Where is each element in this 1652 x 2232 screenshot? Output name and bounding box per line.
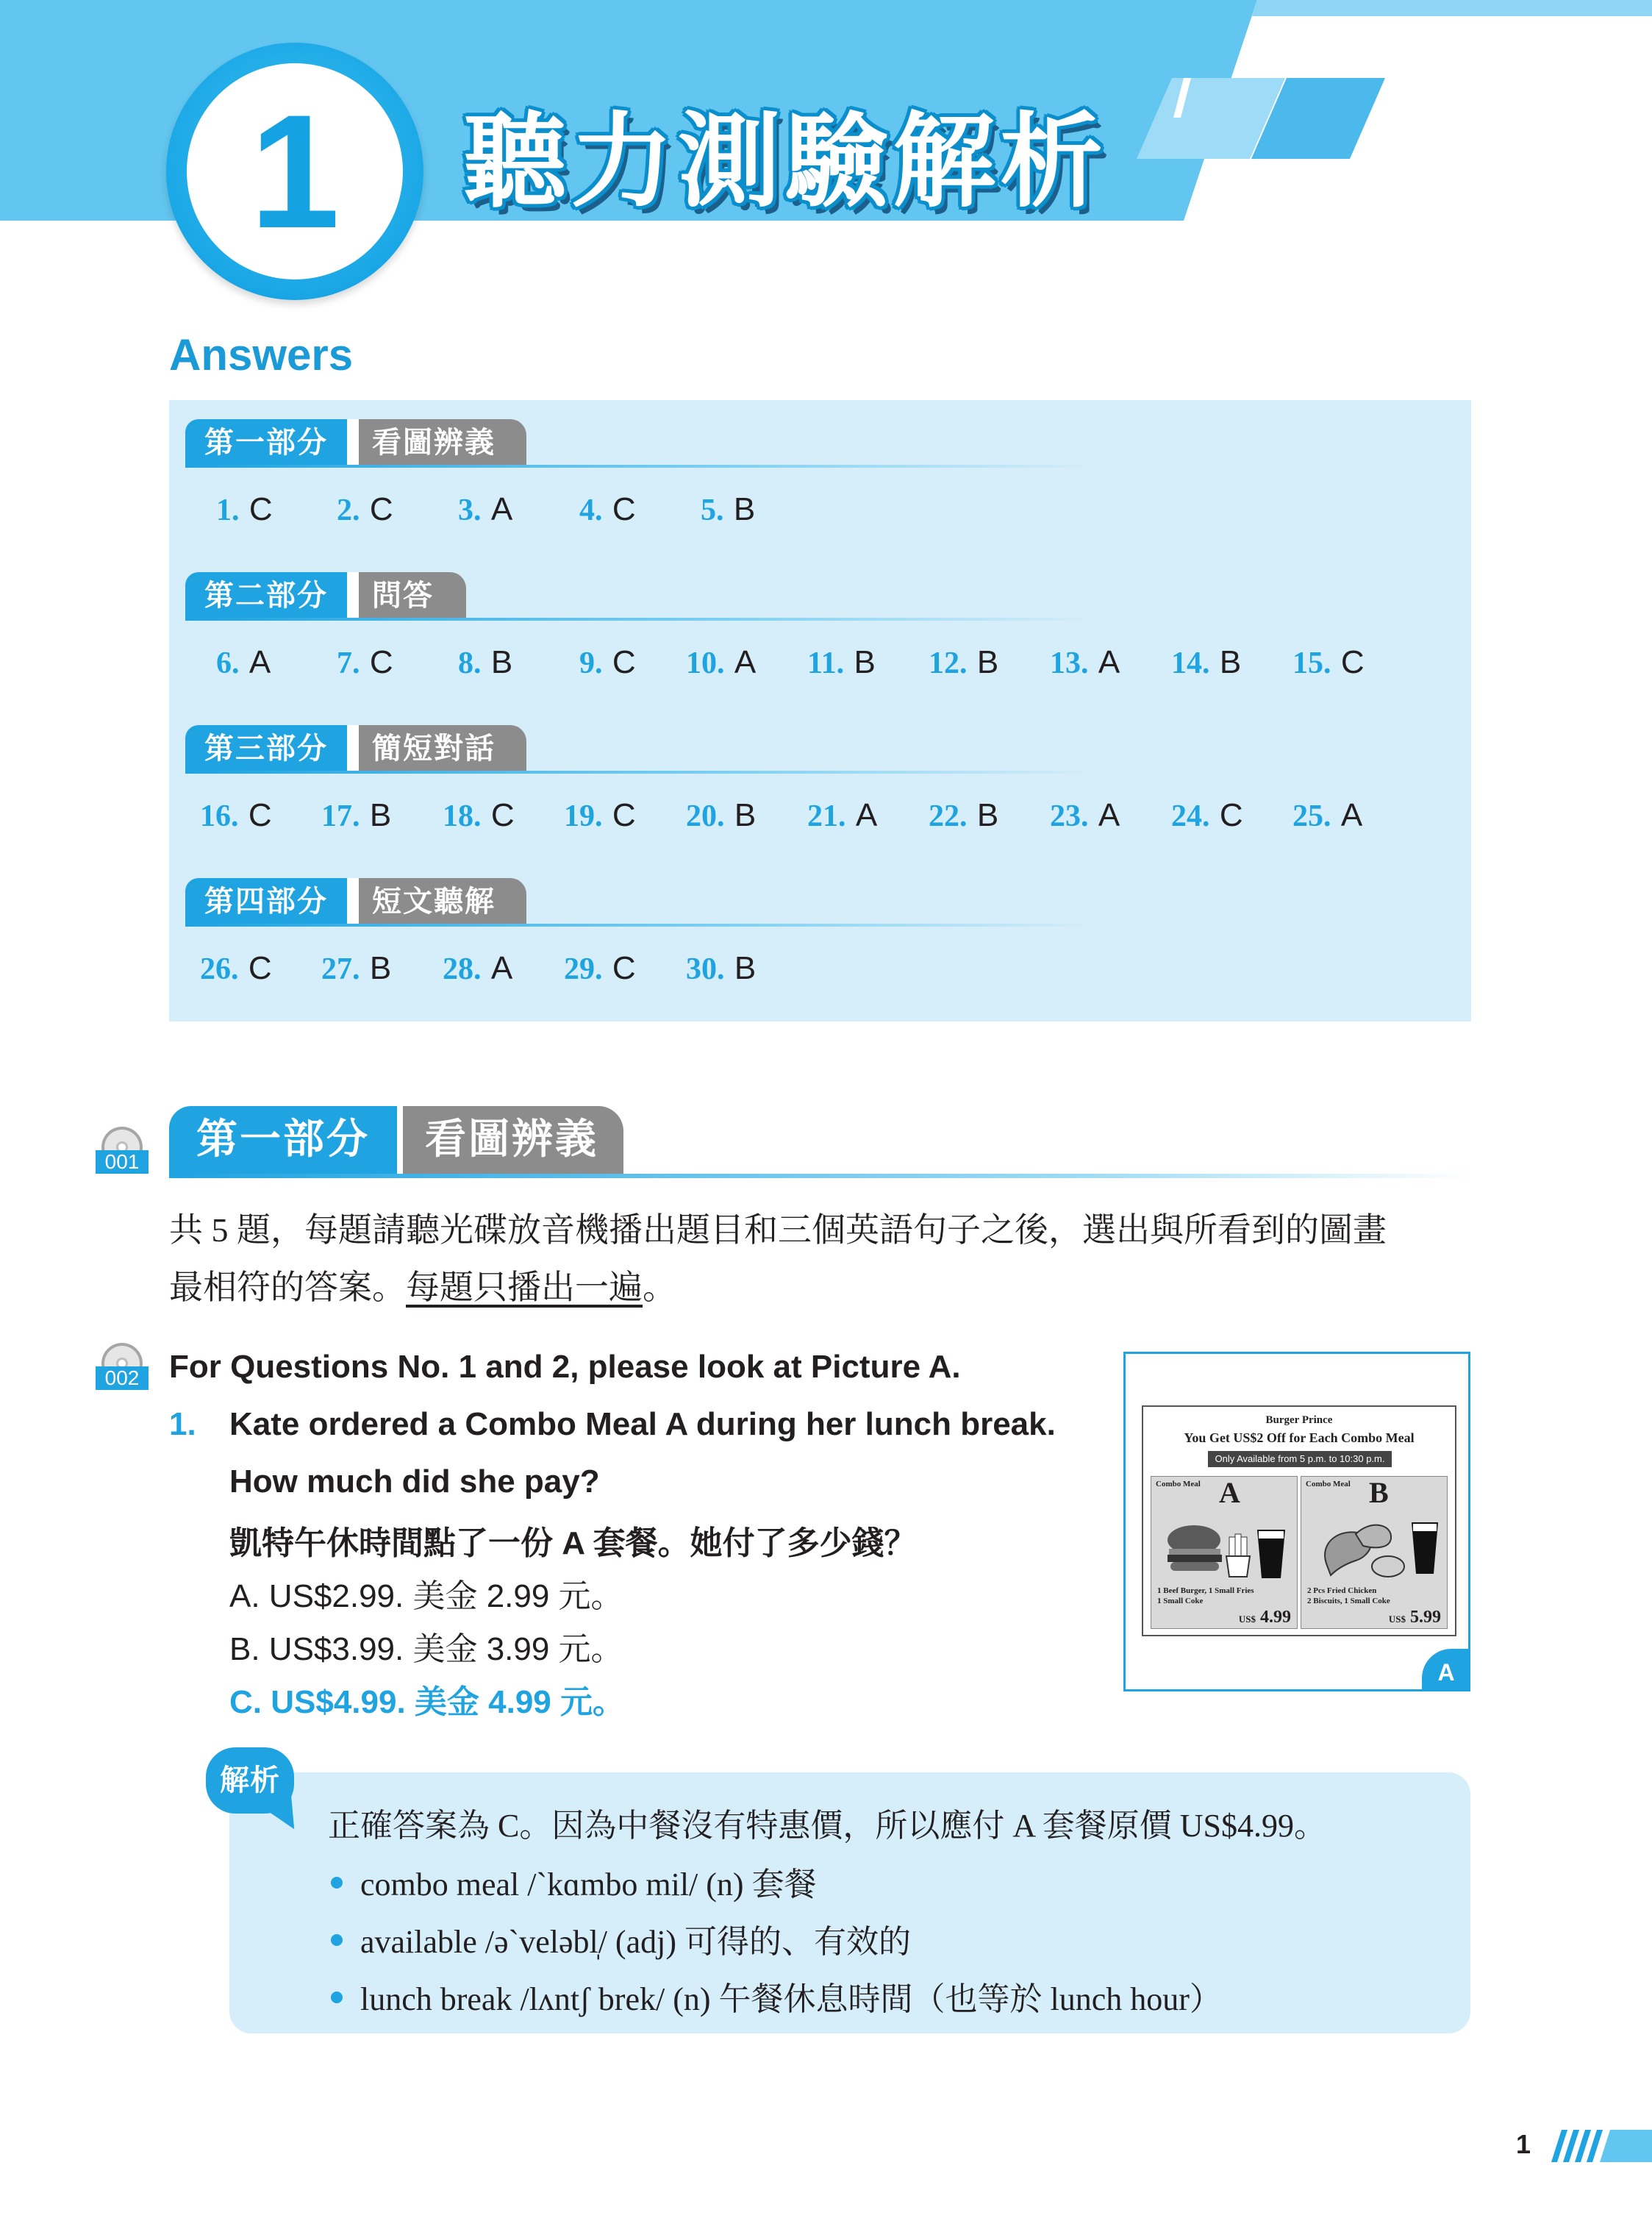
answer-item: 11. B bbox=[807, 644, 876, 680]
analysis-tag bbox=[206, 1747, 309, 1836]
section1-banner bbox=[169, 1106, 1471, 1180]
answer-item: 16. C bbox=[200, 797, 272, 833]
answer-item: 19. C bbox=[564, 797, 636, 833]
combo-a-price: US$ 4.99 bbox=[1238, 1608, 1291, 1627]
answer-item: 4. C bbox=[579, 491, 636, 527]
question-number: 1. bbox=[169, 1406, 196, 1442]
answers-part2-row bbox=[169, 644, 1471, 696]
answers-part3-row bbox=[169, 797, 1471, 849]
answer-item: 9. C bbox=[579, 644, 636, 680]
answer-item: 7. C bbox=[337, 644, 393, 680]
tab-underline bbox=[185, 771, 1097, 774]
section1-name: 看圖辨義 bbox=[403, 1106, 623, 1174]
answer-item: 10. A bbox=[686, 644, 757, 680]
option-a: A. US$2.99. 美金 2.99 元。 bbox=[229, 1578, 623, 1614]
answer-item: 26. C bbox=[200, 950, 272, 986]
answer-item: 5. B bbox=[701, 491, 756, 527]
vocab-item: available /əˋveləbl̩/ (adj) 可得的、有效的 bbox=[360, 1924, 911, 1960]
cd-track-number: 002 bbox=[96, 1366, 149, 1390]
combo-tag: Combo Meal bbox=[1306, 1480, 1351, 1488]
bullet-icon bbox=[331, 1992, 343, 2003]
cd-track-icon[interactable] bbox=[96, 1343, 149, 1394]
page-number: 1 bbox=[1516, 2129, 1531, 2159]
answer-item: 18. C bbox=[443, 797, 515, 833]
answer-item: 20. B bbox=[686, 797, 757, 833]
answer-item: 12. B bbox=[929, 644, 999, 680]
cd-track-number: 001 bbox=[96, 1150, 149, 1174]
cd-track-icon[interactable] bbox=[96, 1127, 149, 1178]
part-name: 看圖辨義 bbox=[353, 419, 526, 466]
section1-underline bbox=[169, 1174, 1471, 1178]
question-translation: 凱特午休時間點了一份 A 套餐。她付了多少錢？ bbox=[229, 1525, 917, 1561]
answer-item: 29. C bbox=[564, 950, 636, 986]
chapter-title: 聽力測驗解析 bbox=[463, 102, 1108, 222]
part-label: 第三部分 bbox=[185, 725, 347, 772]
chapter-number: 1 bbox=[249, 81, 340, 262]
option-b: B. US$3.99. 美金 3.99 元。 bbox=[229, 1631, 623, 1667]
menu-availability-note: Only Available from 5 p.m. to 10:30 p.m. bbox=[1208, 1451, 1392, 1467]
option-c-correct: C. US$4.99. 美金 4.99 元。 bbox=[229, 1684, 625, 1720]
menu-brand: Burger Prince bbox=[1265, 1414, 1333, 1426]
answer-item: 28. A bbox=[443, 950, 513, 986]
combo-letter: B bbox=[1369, 1476, 1389, 1509]
part-name: 簡短對話 bbox=[353, 725, 526, 772]
answer-item: 2. C bbox=[337, 491, 393, 527]
bullet-icon bbox=[331, 1934, 343, 1946]
combo-a-description: 1 Beef Burger, 1 Small Fries 1 Small Coke bbox=[1157, 1586, 1254, 1605]
menu-offer: You Get US$2 Off for Each Combo Meal bbox=[1184, 1430, 1415, 1445]
tab-underline bbox=[185, 618, 1097, 621]
answer-item: 17. B bbox=[321, 797, 392, 833]
part-name: 短文聽解 bbox=[353, 878, 526, 925]
answers-part1-row bbox=[169, 491, 1471, 543]
part-label: 第一部分 bbox=[185, 419, 347, 466]
part-label: 第二部分 bbox=[185, 572, 347, 619]
picture-label-badge: A bbox=[1422, 1649, 1470, 1691]
combo-tag: Combo Meal bbox=[1156, 1480, 1201, 1488]
answers-panel bbox=[169, 400, 1471, 1021]
burger-fries-coke-icon bbox=[1165, 1515, 1290, 1581]
answer-item: 22. B bbox=[929, 797, 999, 833]
instructions-line2: 最相符的答案。每題只播出一遍。 bbox=[169, 1269, 676, 1306]
answer-item: 27. B bbox=[321, 950, 392, 986]
section1-label: 第一部分 bbox=[169, 1106, 397, 1174]
answer-item: 13. A bbox=[1050, 644, 1120, 680]
answer-item: 21. A bbox=[807, 797, 878, 833]
section1-instructions bbox=[169, 1202, 1478, 1316]
vocab-item: combo meal /ˋkɑmbo mil/ (n) 套餐 bbox=[360, 1866, 817, 1903]
answer-item: 23. A bbox=[1050, 797, 1120, 833]
part-label: 第四部分 bbox=[185, 878, 347, 925]
answer-item: 1. C bbox=[216, 491, 273, 527]
answer-item: 25. A bbox=[1292, 797, 1363, 833]
combo-b-price: US$ 5.99 bbox=[1388, 1608, 1441, 1627]
combo-a-panel bbox=[1151, 1476, 1298, 1629]
vocab-item: lunch break /lʌntʃ brek/ (n) 午餐休息時間（也等於 lunch hour） bbox=[360, 1981, 1222, 2017]
question-text-line2: How much did she pay? bbox=[229, 1463, 600, 1500]
answer-item: 24. C bbox=[1171, 797, 1243, 833]
question-group-heading: For Questions No. 1 and 2, please look at Picture A. bbox=[169, 1349, 961, 1385]
instructions-line1: 共 5 題，每題請聽光碟放音機播出題目和三個英語句子之後，選出與所看到的圖畫 bbox=[169, 1211, 1387, 1249]
answers-part4-row bbox=[169, 950, 1471, 1002]
footer-stripes bbox=[1551, 2130, 1652, 2162]
tab-underline bbox=[185, 465, 1097, 468]
tab-underline bbox=[185, 924, 1097, 927]
combo-b-panel bbox=[1301, 1476, 1448, 1629]
answer-item: 3. A bbox=[458, 491, 513, 527]
analysis-summary: 正確答案為 C。因為中餐沒有特惠價，所以應付 A 套餐原價 US$4.99。 bbox=[328, 1808, 1326, 1844]
combo-menu-ad bbox=[1142, 1405, 1456, 1636]
question-text-line1: Kate ordered a Combo Meal A during her lunch break. bbox=[229, 1406, 1056, 1442]
underlined-note: 每題只播出一遍 bbox=[406, 1269, 643, 1306]
analysis-tag-label: 解析 bbox=[206, 1747, 294, 1814]
answer-item: 15. C bbox=[1292, 644, 1365, 680]
chicken-biscuit-coke-icon bbox=[1312, 1512, 1441, 1581]
answer-item: 14. B bbox=[1171, 644, 1242, 680]
combo-b-description: 2 Pcs Fried Chicken 2 Biscuits, 1 Small Coke bbox=[1307, 1586, 1390, 1605]
answer-item: 30. B bbox=[686, 950, 757, 986]
answer-item: 6. A bbox=[216, 644, 271, 680]
combo-letter: A bbox=[1219, 1476, 1240, 1509]
picture-a bbox=[1123, 1352, 1470, 1691]
answer-item: 8. B bbox=[458, 644, 513, 680]
part-name: 問答 bbox=[353, 572, 466, 619]
bullet-icon bbox=[331, 1877, 343, 1889]
answers-heading: Answers bbox=[169, 330, 354, 379]
